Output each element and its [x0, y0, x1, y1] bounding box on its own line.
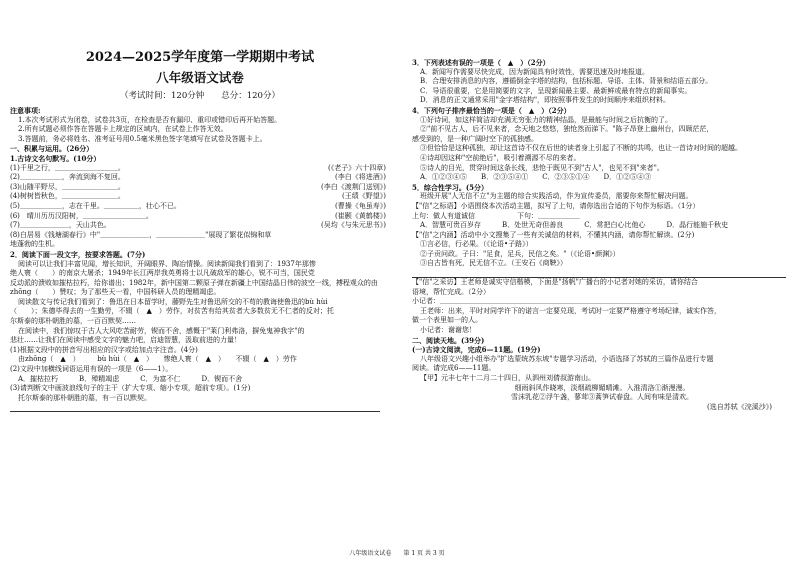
q5-quote: ③自古皆有死，民无信不立。（王安石《商鞅》） — [420, 259, 567, 268]
right-column — [412, 58, 792, 412]
subsection-1-intro: 八年级语文兴趣小组举办"扩选蒙统苏东坡"专题学习活动，小语选择了苏轼的三篇作品进行专题 — [420, 354, 714, 363]
q5-reporter-thanks: 小记者：谢谢您！ — [420, 326, 476, 335]
poem-line-1: (1)千里之行，＿＿＿＿＿＿＿＿＿。 (《老子》六十四章) — [10, 163, 386, 172]
note-3: 3.答题前，务必将姓名、准考证号用0.5毫米黑色签字笔填写在试卷及答题卡上。 — [18, 134, 267, 143]
passage-line: 在阅读中，我们惊叹于古人大风吃苦耐劳，锲而不舍，感慨于"莱门利弗洛，摒免鬼神我字"的 — [18, 326, 305, 335]
poem-line-5: (5)＿＿＿＿＿＿，志在千里。＿＿＿＿＿，壮心不已。 (曹操《龟虽寿》) — [10, 201, 386, 210]
passage-line: （ ）；朱德毕得去的一生勤劳，不辍（ ▲ ）劳作，对贫苦有给其贫者大多数贫无不仁者的反对；托 — [10, 307, 334, 316]
passage-line: 反动派的溃败如摧枯拉朽，给你谱出；1982年，新中国第二颗原子弹在新疆上中国结晶日伟的波空一线，搏程观众的由 — [10, 278, 378, 287]
question-2-1: (1)根据文段中的拼音写出相应的汉字或给加点字注音。(4分) — [10, 345, 198, 354]
passage-line: zhōng（ ）赞叹；为了那些天一看，中国科研人员的理精竭虑。 — [10, 288, 221, 297]
poem-jia-preface: 【甲】元丰七年十二月二十四日，从泗州刘倩叔游南山。 — [420, 374, 595, 382]
poem-line-3: (3)山随平野尽，＿＿＿＿＿＿＿＿。 (李白《渡荆门送别》) — [10, 182, 386, 191]
q4-item: ②"前不见古人，后不见来者，念天地之悠悠，独怆然而涕下。"陈子昂登上幽州台，四顾茫茫， — [420, 125, 714, 134]
answer-line — [10, 403, 380, 412]
passage-line: 阅读可以让我们丰富见闻，增长知识，开阔眼界、陶冶情操。阅读新闻我们看到了：1937年那惨 — [18, 259, 316, 268]
q5-meaning: 【"信"之内涵】活动中小文搜集了一些有关诚信的材料，不懂其内涵，请你帮忙解读。(2分) — [412, 230, 695, 239]
q4-item: ④诗却因这种"空前绝后"，吸引着溯源不尽的来者。 — [420, 153, 581, 162]
q3-option: A．新闻写作需要尽快完成，因为新闻具有时效性，需要迅速及时地报道。 — [420, 67, 650, 76]
q5-quote: ①言必信，行必果。（《论语•子路》） — [420, 240, 533, 249]
poem-jia-line: 细雨斜风作晓寒，淡烟疏柳媚晴滩。入淮清洛①渐漫漫。 — [514, 383, 690, 392]
question-2-3-sentence: 托尔斯泰的那朴朝胜的墓，有一百以默契。 — [18, 393, 151, 402]
subsection-1-intro: 阅读。请完成6——11题。 — [412, 364, 496, 373]
passage-line: 悲壮……让我们在阅读中感受文字的魅力吧，启迪智慧，汲取前进的力量！ — [10, 336, 241, 345]
poem-line-2: (2)＿＿＿＿＿＿，奔流到海不复回。 (李白《将进酒》) — [10, 173, 386, 182]
q5-interview: 语境，帮忙完成。（2分） — [412, 287, 490, 296]
poem-jia-line: 雪沫乳花②浮午盏，蓼茸③蒿笋试春盘。人间有味是清欢。 — [511, 393, 693, 402]
passage-line: 尔斯泰的那朴朝胜的墓，一百百默契…… — [10, 317, 136, 326]
notes-title: 注意事项: — [10, 106, 41, 115]
q5-intro: 班级开展"人无信不立"为主题的综合实践活动，作为宣传委员，需要你来帮忙解决问题。 — [420, 192, 693, 201]
q4-options: A．①②③④⑤ B．②③⑤④① C．②③⑤①④ D．①②⑤④③ — [420, 173, 652, 182]
answer-line — [412, 269, 786, 278]
poem-line-8b: 地蓬勃的生机。 — [10, 240, 59, 249]
question-2-3: (3)请判断文中画波浪线句子的主干（扩大专项、缩小专项，超前专项）。(1分) — [10, 384, 251, 393]
note-1: 1.本次考试形式为闭卷，试卷共3页，在检查是否有漏印、重印或错印后再开始答题。 — [18, 115, 282, 124]
q4-item: ①好诗词，如这样简洁却充满无穷张力的精神结晶，是最能与时间之后抗衡的了。 — [420, 115, 672, 124]
q4-item: ③但恰恰是这种孤独，却让这首诗不仅在后世的读者身上引起了不断的共鸣，也让一首诗对时间的超越。 — [420, 144, 742, 153]
q4-item: 感受到的，是一种广阔时空下的孤独感。 — [412, 134, 538, 143]
exam-title: 2024—2025学年度第一学期期中考试 — [85, 50, 315, 65]
q5-couplet: 上句：做人有道诚信 下句：＿＿＿＿＿＿ — [412, 211, 580, 220]
question-2-2: (2)文段中加横线词语运用有误的一项是（6——1）。 — [10, 365, 173, 374]
left-column — [10, 0, 390, 412]
section-1-title: 一、积累与运用。（26分） — [10, 144, 94, 154]
question-2-2-options: A．摧枯拉朽 B．殚精竭虑 C．为富不仁 D．锲而不舍 — [18, 374, 243, 383]
question-5: 5．综合性学习。(5分） — [412, 182, 489, 192]
question-1: 1.古诗文名句默写。(10分） — [10, 153, 101, 163]
q3-option: B．合理安排消息的内容，遵循倒金字塔的结构，包括标题、导语、主体、背景和结语五部分。 — [420, 77, 713, 86]
question-4: 4．下列句子排序最恰当的一项是（ ▲ ）（2分） — [412, 105, 571, 115]
question-2-1-blanks: 由zhōng（ ▲ ） bù hùi（ ▲ ） 惨绝人寰（ ▲ ） 不辍（ ▲ ）劳作 — [18, 355, 297, 364]
q5-intro: 【"信"之标语】小语围绕本次活动主题，拟写了上句，请你选出合适的下句作为标语。（1分） — [412, 201, 700, 210]
q5-teacher-line: 王老师：出来，平时对同学许下的诺言一定要兑现，考试时一定要严格遵守考场纪律，诚实作答， — [420, 306, 721, 315]
q3-option: D．消息的正文通常采用"金字塔结构"，即按照事件发生的时间顺序来组织材料。 — [420, 96, 671, 105]
exam-info: （考试时间：120分钟 总分：120分） — [120, 91, 280, 101]
q5-reporter-line: 小记者：＿＿＿＿＿＿＿＿＿＿＿＿＿＿＿＿＿＿＿＿＿＿＿＿＿＿＿＿＿＿＿＿＿＿ — [412, 297, 678, 306]
poem-line-4: (4)树树皆秋色，＿＿＿＿＿＿＿＿。 (王绩《野望》) — [10, 192, 386, 201]
poem-line-8: (8)白居易《钱塘湖春行》中"＿＿＿＿＿＿＿，＿＿＿＿＿＿＿"展现了繁花似锦和草 — [10, 230, 272, 239]
poem-line-6: (6) 晴川历历汉阳树，＿＿＿＿＿＿＿＿＿。 (崔颢《黄鹤楼》) — [10, 211, 386, 220]
q4-item: ⑤诗人的目光，贯穿时间这条长线，悲怆于既见不到"古人"，也见不到"来者"。 — [420, 163, 664, 172]
q3-option: C．导语很重要，它是用简要的文字，呈现新闻最主要、最新鲜或最有特点的新闻事实。 — [420, 86, 692, 95]
q5-teacher-line: 做一个表里如一的人。 — [412, 316, 482, 325]
section-2-title: 二、阅读天地。(39分) — [412, 335, 485, 345]
passage-line: 绝人寰（ ）的南京大屠杀；1949年长江两岸我英勇将士以凡破敌军的雄心，锐不可当，国民党 — [10, 269, 315, 278]
subsection-1-title: (一)古诗文阅读，完成6—11题。(19分) — [412, 345, 541, 355]
page-footer: 八年级语文试卷 第 1 页 共 3 页 — [349, 550, 445, 557]
q5-interview: 【"信"之采访】王老师是诚实守信楷模，下面是"扬帆"广播台的小记者对她的采访，请你结合 — [412, 278, 698, 287]
note-2: 2.所有试题必须作答在答题卡上规定的区域内，在试卷上作答无效。 — [18, 125, 228, 134]
q5-quote: ②子贡问政。子曰："足食，足兵，民信之矣。"（《论语•颜渊》） — [420, 249, 620, 258]
exam-subtitle: 八年级语文试卷 — [156, 70, 244, 85]
poem-jia-source: (选自苏轼《浣溪沙》) — [707, 402, 772, 411]
question-3: 3．下列表述有误的一项是（ ▲ ）（2分） — [412, 58, 550, 67]
q5-couplet-options: A．智慧可贵百岁存 B．处世无奇但善良 C．常把白心比他心 D．晶行能施千秋史 — [420, 221, 729, 230]
poem-line-7: (7)＿＿＿＿＿＿＿，天山共色。 (吴均《与朱元思书》) — [10, 221, 386, 230]
question-2: 2．阅读下面一段文字，按要求答题。(7分) — [10, 249, 146, 259]
passage-line: 阅读散文与传记我们看到了：鲁迅在日本留学时，藤野先生对鲁迅所交的不苟的教诲使鲁迅的bù hùi — [18, 297, 328, 306]
